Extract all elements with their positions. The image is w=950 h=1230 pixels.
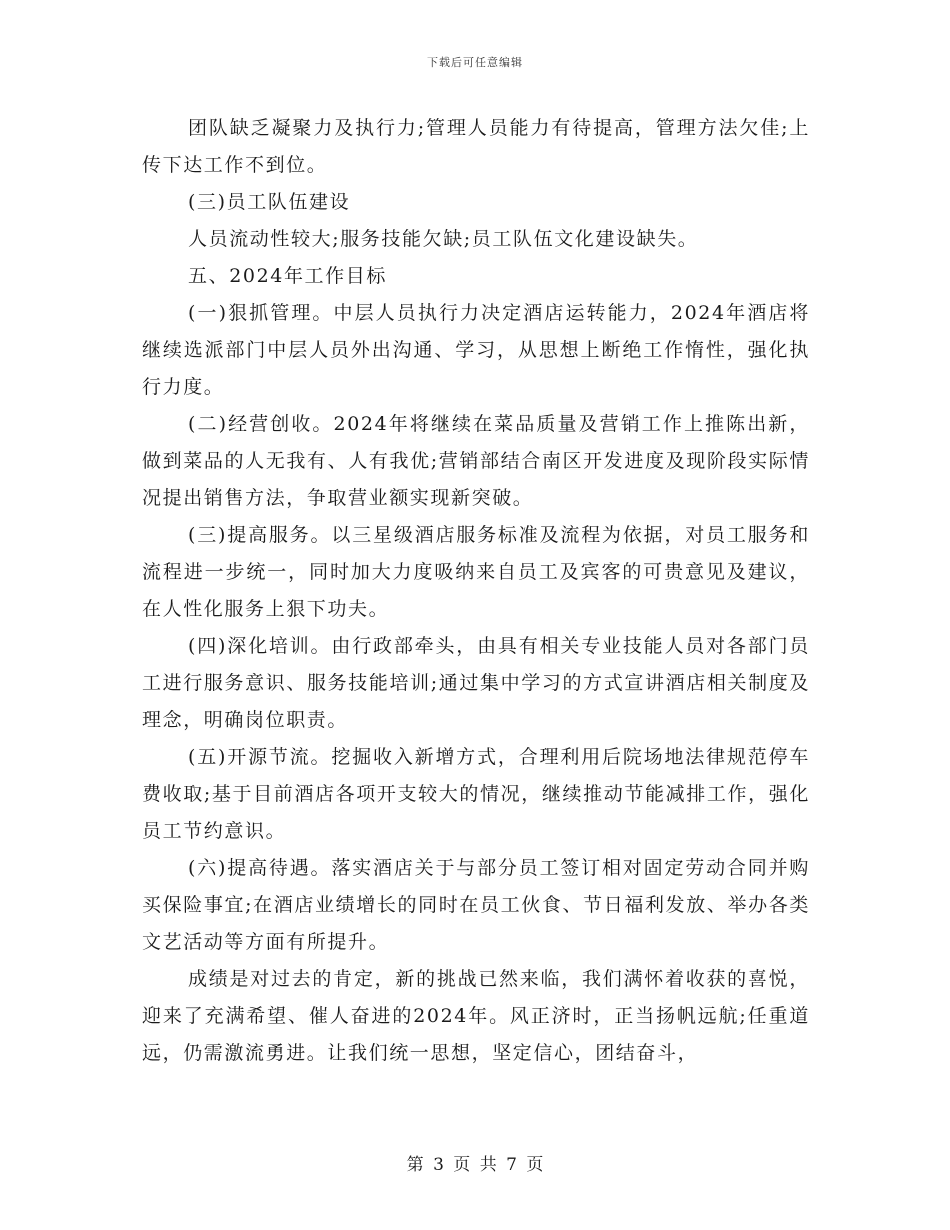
paragraph-goal-benefits: (六)提高待遇。落实酒店关于与部分员工签订相对固定劳动合同并购买保险事宜;在酒店业绩增长的同时在员工伙食、节日福利发放、举办各类文艺活动等方面有所提升。 [142, 857, 810, 953]
heading-2024-goals: 五、2024年工作目标 [188, 265, 387, 287]
document-body [142, 110, 810, 1072]
paragraph-conclusion: 成绩是对过去的肯定，新的挑战已然来临，我们满怀着收获的喜悦，迎来了充满希望、催人奋进的2024年。风正济时，正当扬帆远航;任重道远，仍需激流勇进。让我们统一思想，坚定信心，团结奋斗， [142, 968, 810, 1064]
paragraph-staff-issues: 人员流动性较大;服务技能欠缺;员工队伍文化建设缺失。 [188, 228, 699, 250]
paragraph-goal-management: (一)狠抓管理。中层人员执行力决定酒店运转能力，2024年酒店将继续选派部门中层人员外出沟通、学习，从思想上断绝工作惰性，强化执行力度。 [142, 302, 810, 398]
paragraph-goal-revenue: (二)经营创收。2024年将继续在菜品质量及营销工作上推陈出新，做到菜品的人无我有、人有我优;营销部结合南区开发进度及现阶段实际情况提出销售方法，争取营业额实现新突破。 [142, 413, 810, 509]
page-header: 下载后可任意编辑 [427, 56, 523, 69]
paragraph-goal-training: (四)深化培训。由行政部牵头，由具有相关专业技能人员对各部门员工进行服务意识、服务技能培训;通过集中学习的方式宣讲酒店相关制度及理念，明确岗位职责。 [142, 635, 810, 731]
page-number: 第 3 页 共 7 页 [406, 1155, 544, 1175]
paragraph-goal-service: (三)提高服务。以三星级酒店服务标准及流程为依据，对员工服务和流程进一步统一，同时加大力度吸纳来自员工及宾客的可贵意见及建议，在人性化服务上狠下功夫。 [142, 524, 810, 620]
paragraph-team-issues: 团队缺乏凝聚力及执行力;管理人员能力有待提高，管理方法欠佳;上传下达工作不到位。 [142, 117, 810, 176]
heading-staff-building: (三)员工队伍建设 [188, 191, 351, 213]
paragraph-goal-cost-saving: (五)开源节流。挖掘收入新增方式，合理利用后院场地法律规范停车费收取;基于目前酒店各项开支较大的情况，继续推动节能减排工作，强化员工节约意识。 [142, 746, 810, 842]
